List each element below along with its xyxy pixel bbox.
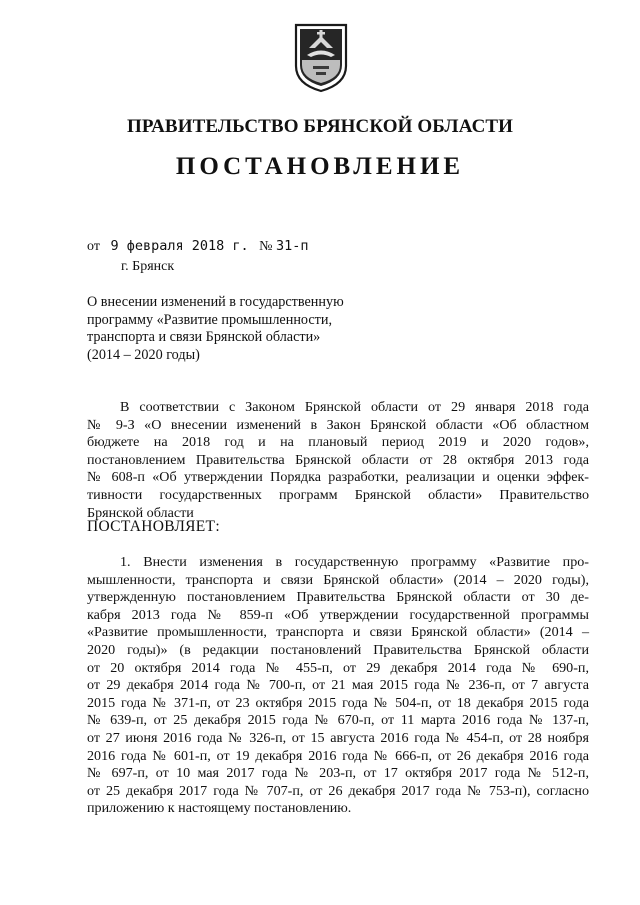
subject-line: (2014 – 2020 годы) bbox=[87, 346, 200, 363]
issue-city: г. Брянск bbox=[121, 259, 175, 274]
paragraph-line: № 608-п «Об утверждении Порядка разработки, реализации и оценки эффек- bbox=[87, 469, 589, 486]
paragraph-line: 1. Внести изменения в государственную программу «Развитие про- bbox=[120, 554, 589, 570]
date-number-line bbox=[87, 238, 308, 255]
number-prefix: № bbox=[259, 239, 273, 254]
paragraph-line: от 25 декабря 2017 года № 707-п, от 26 декабря 2017 года № 753-п), согласно bbox=[87, 782, 589, 799]
date-prefix: от bbox=[87, 239, 100, 254]
paragraph-line: В соответствии с Законом Брянской области от 29 января 2018 года bbox=[120, 399, 589, 415]
subject-line: транспорта и связи Брянской области» bbox=[87, 329, 321, 345]
subject-line: О внесении изменений в государственную bbox=[87, 294, 344, 310]
paragraph-line: постановлением Правительства Брянской области от 28 октября 2013 года bbox=[87, 451, 589, 468]
preamble-paragraph bbox=[87, 399, 589, 522]
paragraph-line: бюджете на 2018 год и на плановый период 2019 и 2020 годов», bbox=[87, 434, 589, 451]
paragraph-line: № 639-п, от 25 декабря 2015 года № 670-п, от 11 марта 2016 года № 137-п, bbox=[87, 712, 589, 729]
item-1-paragraph bbox=[87, 554, 589, 818]
coat-of-arms-icon bbox=[293, 22, 349, 94]
decree-word: ПОСТАНОВЛЯЕТ: bbox=[87, 518, 220, 535]
paragraph-line: приложению к настоящему постановлению. bbox=[87, 800, 352, 817]
paragraph-line: 2016 года № 601-п, от 19 декабря 2016 года № 666-п, от 26 декабря 2016 года bbox=[87, 747, 589, 764]
paragraph-line: кабря 2013 года № 859-п «Об утверждении государственной программы bbox=[87, 606, 589, 623]
subject-line: программу «Развитие промышленности, bbox=[87, 311, 332, 328]
paragraph-line: «Развитие промышленности, транспорта и связи Брянской области» (2014 – bbox=[87, 624, 589, 641]
paragraph-line: от 29 декабря 2014 года № 700-п, от 21 мая 2015 года № 236-п, от 7 августа bbox=[87, 677, 589, 694]
paragraph-line: утвержденную постановлением Правительства Брянской области от 30 де- bbox=[87, 589, 589, 606]
document-type-title: ПОСТАНОВЛЕНИЕ bbox=[175, 153, 465, 180]
paragraph-line: Брянской области bbox=[87, 504, 194, 521]
document-subject bbox=[87, 294, 387, 364]
document-number: 31-п bbox=[275, 238, 309, 254]
paragraph-line: от 20 октября 2014 года № 455-п, от 29 декабря 2014 года № 690-п, bbox=[87, 659, 589, 676]
paragraph-line: тивности государственных программ Брянской области» Правительство bbox=[87, 486, 589, 503]
paragraph-line: 2020 годы)» (в редакции постановлений Правительства Брянской области bbox=[87, 641, 589, 658]
paragraph-line: от 27 июня 2016 года № 326-п, от 15 августа 2016 года № 454-п, от 28 ноября bbox=[87, 729, 589, 746]
issuing-authority: ПРАВИТЕЛЬСТВО БРЯНСКОЙ ОБЛАСТИ bbox=[126, 116, 514, 137]
paragraph-line: № 9-З «О внесении изменений в Закон Брянской области «Об областном bbox=[87, 416, 589, 433]
paragraph-line: мышленности, транспорта и связи Брянской области» (2014 – 2020 годы), bbox=[87, 571, 589, 588]
paragraph-line: 2015 года № 371-п, от 23 октября 2015 года № 504-п, от 18 декабря 2015 года bbox=[87, 694, 589, 711]
paragraph-line: № 697-п, от 10 мая 2017 года № 203-п, от 17 октября 2017 года № 512-п, bbox=[87, 765, 589, 782]
document-date: 9 февраля 2018 г. bbox=[110, 238, 249, 254]
